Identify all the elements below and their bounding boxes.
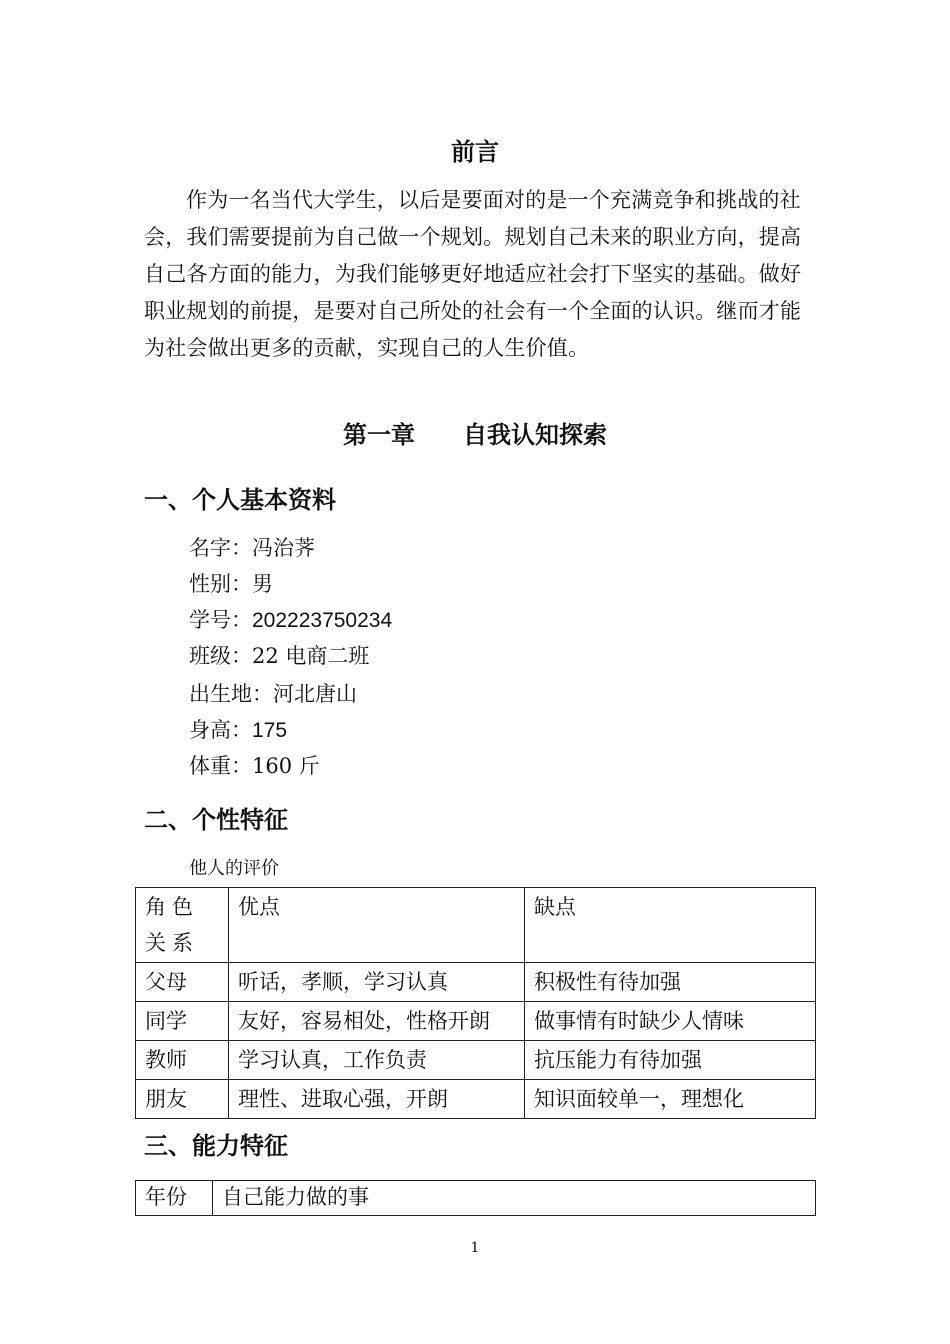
- info-value: 冯治荠: [252, 536, 315, 560]
- table-row: [136, 1041, 816, 1080]
- info-student-id: [189, 604, 392, 634]
- section-heading-basic-info: 一、个人基本资料: [144, 486, 336, 514]
- table-header-row: [136, 1181, 816, 1216]
- info-gender: [189, 568, 273, 598]
- table-row: [136, 963, 816, 1002]
- info-value: 男: [252, 572, 273, 596]
- info-class: [189, 640, 369, 670]
- info-value: 175: [252, 719, 288, 742]
- table-row: [136, 1002, 816, 1041]
- info-label: 出生地：: [189, 682, 273, 706]
- chapter-title: 第一章 自我认知探索: [343, 421, 607, 449]
- table-cell: 朋友: [136, 1080, 229, 1119]
- evaluation-table: [135, 887, 816, 1119]
- info-label: 班级：: [189, 644, 252, 668]
- table-cell: 友好，容易相处，性格开朗: [229, 1002, 525, 1041]
- table-cell: 同学: [136, 1002, 229, 1041]
- table-cell: 教师: [136, 1041, 229, 1080]
- table-cell: 听话，孝顺，学习认真: [229, 963, 525, 1002]
- info-label: 学号：: [189, 608, 252, 632]
- ability-table: [135, 1180, 816, 1216]
- info-value: 160 斤: [252, 754, 320, 778]
- info-birthplace: [189, 678, 357, 708]
- header-cell: 角色关系: [136, 888, 229, 963]
- table-cell: 父母: [136, 963, 229, 1002]
- preface-paragraph: 作为一名当代大学生，以后是要面对的是一个充满竞争和挑战的社会，我们需要提前为自己做一个规划。规划自己未来的职业方向，提高自己各方面的能力，为我们能够更好地适应社会打下坚实的基础。做好职业规划的前提，是要对自己所处的社会有一个全面的认识。继而才能为社会做出更多的贡献，实现自己的人生价值。: [144, 188, 802, 360]
- info-label: 身高：: [189, 718, 252, 742]
- info-value: 202223750234: [252, 609, 393, 632]
- header-cell: 年份: [136, 1181, 213, 1216]
- table-row: [136, 1080, 816, 1119]
- page-number: 1: [470, 1240, 480, 1256]
- info-weight: [189, 750, 320, 780]
- info-height: [189, 714, 287, 744]
- info-label: 体重：: [189, 754, 252, 778]
- table-cell: 理性、进取心强，开朗: [229, 1080, 525, 1119]
- table-cell: 积极性有待加强: [525, 963, 816, 1002]
- table-cell: 知识面较单一，理想化: [525, 1080, 816, 1119]
- table-cell: 学习认真，工作负责: [229, 1041, 525, 1080]
- table-cell: 做事情有时缺少人情味: [525, 1002, 816, 1041]
- table-header-row: [136, 888, 816, 963]
- header-cell: 自己能力做的事: [213, 1181, 816, 1216]
- info-label: 名字：: [189, 536, 252, 560]
- table-caption: 他人的评价: [189, 858, 279, 879]
- preface-title: 前言: [451, 138, 499, 166]
- info-label: 性别：: [189, 572, 252, 596]
- info-value: 22 电商二班: [252, 644, 370, 668]
- header-cell: 优点: [229, 888, 525, 963]
- table-cell: 抗压能力有待加强: [525, 1041, 816, 1080]
- section-heading-ability: 三、能力特征: [144, 1132, 288, 1160]
- header-cell: 缺点: [525, 888, 816, 963]
- section-heading-personality: 二、个性特征: [144, 806, 288, 834]
- info-name: [189, 532, 315, 562]
- info-value: 河北唐山: [273, 682, 357, 706]
